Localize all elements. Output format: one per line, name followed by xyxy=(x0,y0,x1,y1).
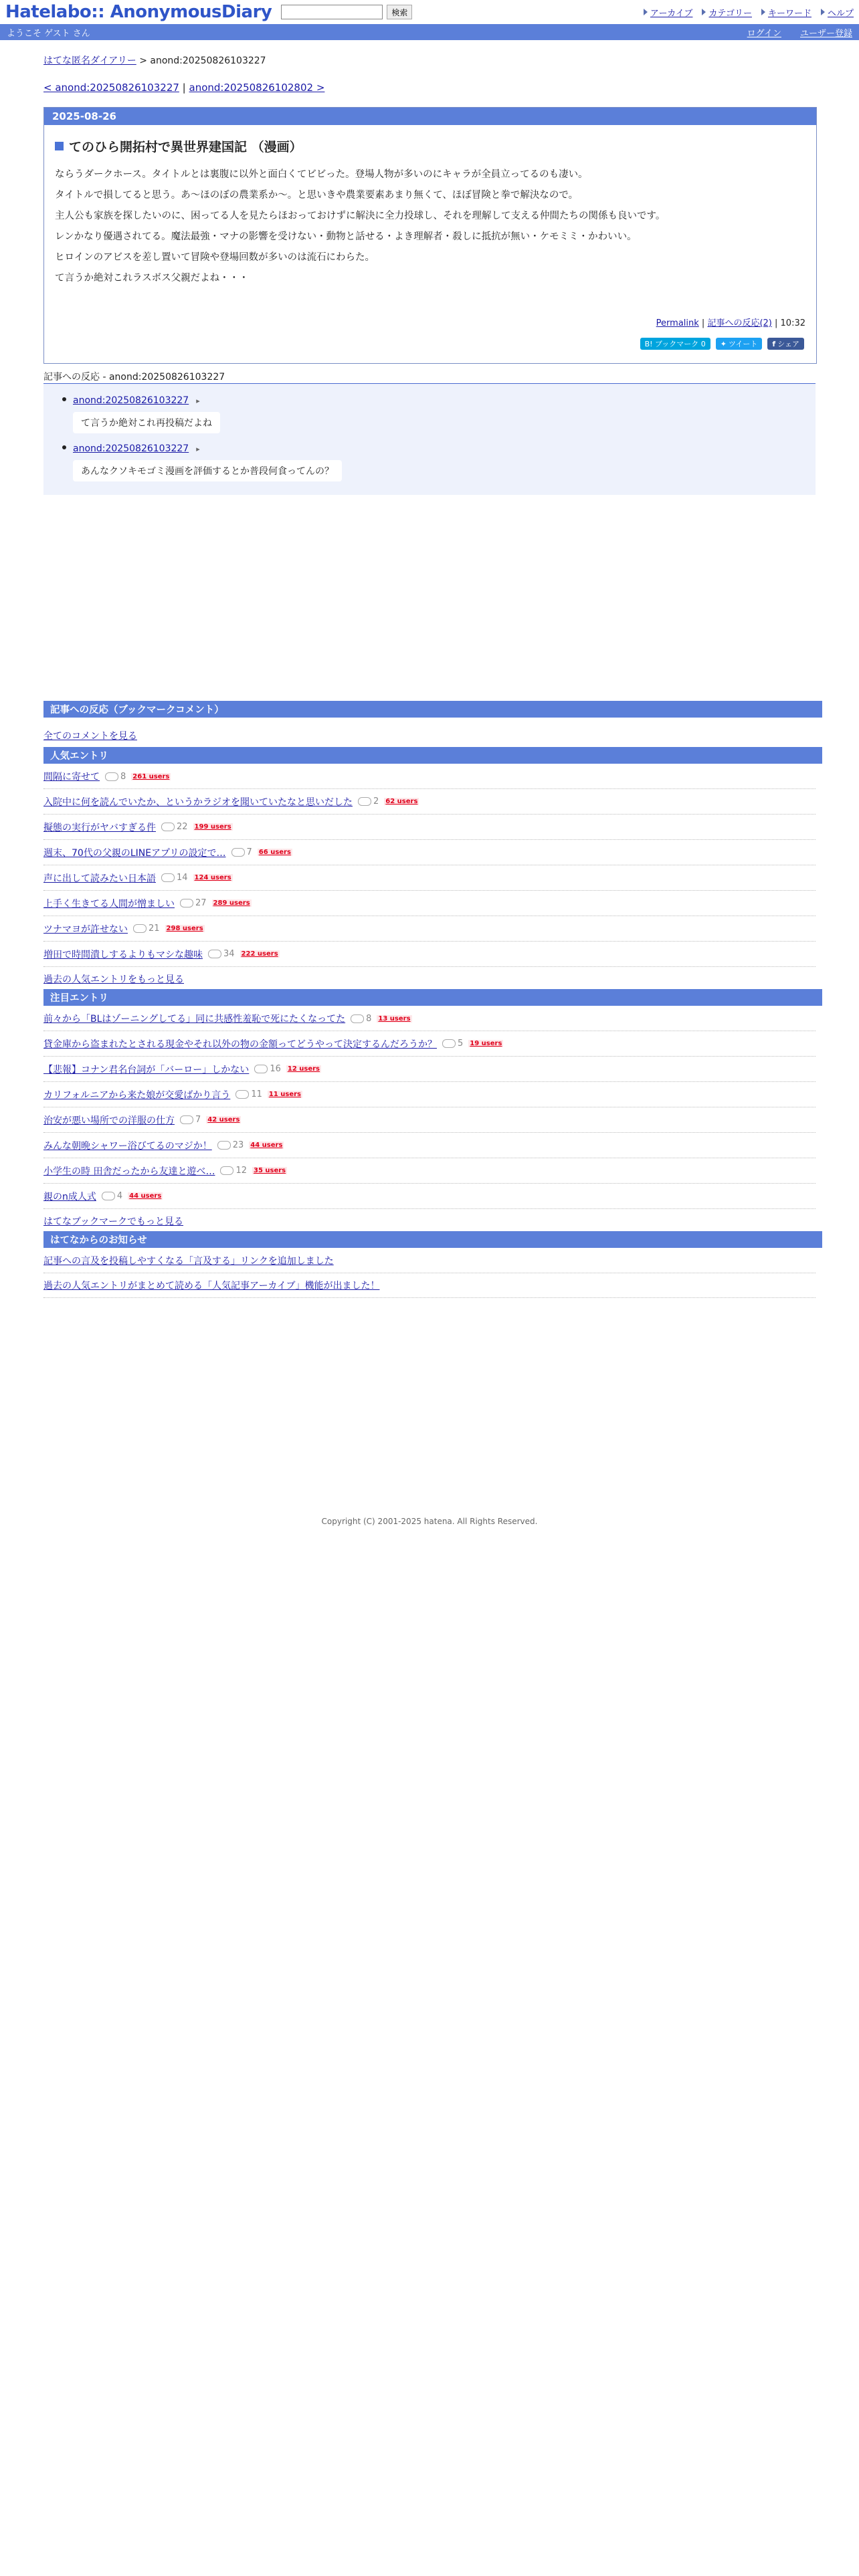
entry-link[interactable]: 上手く生きてる人間が憎ましい xyxy=(43,898,175,909)
list-item xyxy=(43,865,816,891)
site-logo[interactable]: Hatelabo:: AnonymousDiary xyxy=(5,2,272,22)
entry-link[interactable]: 貸金庫から盗まれたとされる現金やそれ以外の物の金額ってどうやって決定するんだろうか？ xyxy=(43,1039,437,1050)
register-link[interactable]: ユーザー登録 xyxy=(799,28,852,39)
users-badge[interactable]: 11 users xyxy=(268,1091,301,1098)
entry-body xyxy=(44,165,816,289)
list-item xyxy=(43,1158,816,1184)
more-popular-link[interactable]: 過去の人気エントリをもっと見る xyxy=(43,974,184,985)
comment-count-value: 11 xyxy=(251,1089,262,1099)
breadcrumb-root[interactable]: はてな匿名ダイアリー xyxy=(43,56,136,66)
arrow-icon: ▸ xyxy=(196,445,200,453)
comment-count-value: 8 xyxy=(120,771,126,782)
comment-count-value: 12 xyxy=(235,1166,247,1176)
nav-category[interactable] xyxy=(702,6,751,19)
comment-count xyxy=(180,1115,201,1125)
list-item xyxy=(43,1249,816,1273)
copyright: Copyright (C) 2001-2025 hatena. All Rights Reserved. xyxy=(321,1517,538,1526)
breadcrumb-current: anond:20250826103227 xyxy=(150,56,266,66)
bookmark-button[interactable]: B! ブックマーク 0 xyxy=(640,338,710,350)
comment-icon xyxy=(351,1014,364,1023)
reactions-label: 記事への反応 - anond:20250826103227 xyxy=(43,372,225,383)
top-nav xyxy=(644,6,854,19)
hot-list xyxy=(43,1006,816,1234)
reactions-link[interactable]: 記事への反応(2) xyxy=(707,318,772,328)
popular-list xyxy=(43,764,816,992)
reaction-text: あんなクソキモゴミ漫画を評価するとか普段何食ってんの？ xyxy=(73,460,342,481)
prev-entry-link[interactable]: < anond:20250826103227 xyxy=(43,82,179,94)
comment-icon xyxy=(254,1065,268,1073)
all-comments xyxy=(43,729,816,742)
news-header: はてなからのお知らせ xyxy=(43,1231,822,1248)
comment-count-value: 14 xyxy=(177,873,188,883)
entry-box xyxy=(43,107,817,364)
tweet-button[interactable] xyxy=(716,338,763,350)
pager-separator: | xyxy=(179,82,189,94)
comment-count xyxy=(105,772,126,782)
welcome-bar xyxy=(0,24,859,40)
entry-link[interactable]: 入院中に何を読んでいたか、というかラジオを聞いていたなと思いだした xyxy=(43,796,353,808)
entry-paragraph: ならうダークホース。タイトルとは裏腹に以外と面白くてビビった。登場人物が多いのにキャラが全員立ってるのも凄い。 xyxy=(55,169,588,180)
comment-count xyxy=(442,1039,463,1049)
nav-label: カテゴリー xyxy=(708,8,752,19)
entry-link[interactable]: カリフォルニアから来た娘が交愛ばかり言う xyxy=(43,1089,231,1101)
entry-link[interactable]: 擬態の実行がヤバすぎる件 xyxy=(43,822,156,833)
list-item xyxy=(43,967,816,992)
comment-icon xyxy=(180,1115,193,1124)
users-badge[interactable]: 35 users xyxy=(254,1167,286,1174)
users-badge[interactable]: 199 users xyxy=(194,823,231,831)
entry-link[interactable]: 増田で時間潰しするよりもマシな趣味 xyxy=(43,949,203,960)
reactions-list xyxy=(43,383,816,495)
comment-count xyxy=(102,1191,122,1201)
entry-paragraph: て言うか絶対これラスボス父親だよね・・・ xyxy=(55,273,249,284)
entry-meta: Permalink | 記事への反応(2) | 10:32 xyxy=(656,318,805,328)
entry-link[interactable]: 間隔に寄せて xyxy=(43,772,100,782)
list-item xyxy=(43,789,816,815)
comment-icon xyxy=(161,823,175,831)
users-badge[interactable]: 261 users xyxy=(132,772,170,780)
list-item xyxy=(43,1057,816,1082)
users-badge[interactable]: 62 users xyxy=(385,798,418,805)
users-badge[interactable]: 124 users xyxy=(194,874,231,881)
nav-label: キーワード xyxy=(767,8,812,19)
comment-count xyxy=(217,1140,244,1150)
comment-icon xyxy=(180,899,193,907)
nav-label: アーカイブ xyxy=(650,8,693,19)
reaction-text: て言うか絶対これ再投稿だよね xyxy=(73,412,220,433)
entry-link[interactable]: 週末、70代の父親のLINEアプリの設定で… xyxy=(43,847,226,859)
list-item xyxy=(43,891,816,916)
comment-icon xyxy=(442,1039,456,1048)
nav-label: ヘルプ xyxy=(827,8,854,19)
welcome-text: ようこそ ゲスト さん xyxy=(7,28,90,39)
triangle-icon xyxy=(702,9,706,15)
all-comments-link[interactable]: 全てのコメントを見る xyxy=(43,731,137,742)
list-item xyxy=(43,815,816,840)
comment-count xyxy=(133,924,160,934)
search-button[interactable]: 検索 xyxy=(387,5,412,19)
news-link[interactable]: 記事への言及を投稿しやすくなる「言及する」リンクを追加しました xyxy=(43,1256,334,1267)
comment-count-value: 2 xyxy=(373,796,379,807)
list-item xyxy=(43,1184,816,1209)
bullet-icon xyxy=(62,397,66,401)
comment-count xyxy=(235,1089,262,1099)
search-form xyxy=(281,5,412,19)
comment-count xyxy=(358,796,379,807)
comment-icon xyxy=(161,873,175,882)
breadcrumb xyxy=(43,53,816,67)
comment-count-value: 7 xyxy=(246,847,252,857)
entry-link[interactable]: 【悲報】コナン君名台詞が「バーロー」しかない xyxy=(43,1064,250,1075)
users-badge[interactable]: 66 users xyxy=(258,849,291,856)
users-badge[interactable]: 289 users xyxy=(213,899,250,907)
comment-icon xyxy=(102,1192,115,1200)
comment-count-value: 23 xyxy=(232,1140,244,1150)
users-badge[interactable]: 19 users xyxy=(470,1040,502,1047)
search-input[interactable] xyxy=(281,5,383,19)
entry-date: 2025-08-26 xyxy=(44,108,816,125)
comment-count-value: 34 xyxy=(223,949,235,959)
users-badge[interactable]: 298 users xyxy=(166,925,203,932)
comment-count-value: 27 xyxy=(195,898,207,908)
list-item xyxy=(43,1031,816,1057)
comment-icon xyxy=(105,772,118,781)
entry-title xyxy=(55,137,816,155)
list-item xyxy=(43,1209,816,1234)
reaction-item xyxy=(73,441,334,477)
comment-icon xyxy=(133,924,147,933)
users-badge[interactable]: 42 users xyxy=(207,1116,240,1123)
comment-count-value: 22 xyxy=(177,822,188,832)
bullet-icon xyxy=(62,445,66,449)
comment-count xyxy=(180,898,207,908)
users-badge[interactable]: 12 users xyxy=(287,1065,320,1073)
list-item xyxy=(43,1133,816,1158)
triangle-icon xyxy=(821,9,825,15)
nav-archive[interactable] xyxy=(644,6,693,19)
entry-title-text[interactable]: てのひら開拓村で異世界建国記 （漫画） xyxy=(69,140,302,154)
facebook-icon: f xyxy=(772,339,776,348)
entry-pager xyxy=(43,82,816,94)
entry-paragraph: レンかなり優遇されてる。魔法最強・マナの影響を受けない・動物と話せる・よき理解者・殺しに抵抗が無い・ケモミミ・かわいい。 xyxy=(55,231,637,242)
popular-header: 人気エントリ xyxy=(43,747,822,764)
entry-paragraph: 主人公も家族を探したいのに、困ってる人を見たらほおっておけずに解決に全力投球し、それを理解して支える仲間たちの関係も良いです。 xyxy=(55,211,666,221)
comment-count xyxy=(208,949,235,959)
entry-link[interactable]: 小学生の時 田舎だったから友達と遊べ… xyxy=(43,1166,215,1177)
entry-time: 10:32 xyxy=(780,318,805,328)
entry-link[interactable]: ツナマヨが許せない xyxy=(43,924,128,935)
list-item xyxy=(43,840,816,865)
top-bar xyxy=(0,0,859,24)
login-link[interactable]: ログイン xyxy=(747,28,781,39)
breadcrumb-separator: > xyxy=(136,56,151,66)
comment-icon xyxy=(235,1090,249,1099)
list-item xyxy=(43,1107,816,1133)
reaction-link[interactable]: anond:20250826103227 xyxy=(73,395,189,406)
list-item xyxy=(43,764,816,789)
triangle-icon xyxy=(761,9,765,15)
tweet-label: ツイート xyxy=(728,340,758,348)
list-item xyxy=(43,942,816,967)
comment-count xyxy=(351,1014,371,1024)
comment-icon xyxy=(220,1166,233,1175)
entry-paragraph: タイトルで損してると思う。あ〜ほのぼの農業系か〜。と思いきや農業要素あまり無くて、ほぼ冒険と拳で解決なので。 xyxy=(55,190,579,201)
list-item xyxy=(43,916,816,942)
comment-count xyxy=(161,873,188,883)
more-hot-link[interactable]: はてなブックマークでもっと見る xyxy=(43,1216,184,1227)
bird-icon: ✦ xyxy=(720,339,727,348)
users-badge[interactable]: 44 users xyxy=(250,1142,283,1149)
list-item xyxy=(43,1006,816,1031)
comment-icon xyxy=(358,797,371,806)
reaction-link[interactable]: anond:20250826103227 xyxy=(73,443,189,454)
users-badge[interactable]: 222 users xyxy=(241,950,278,958)
entry-link[interactable]: 親のn成人式 xyxy=(43,1191,96,1202)
comment-count xyxy=(220,1166,247,1176)
fb-label: シェア xyxy=(777,340,799,348)
hot-header: 注目エントリ xyxy=(43,989,822,1006)
permalink[interactable]: Permalink xyxy=(656,318,699,328)
list-item xyxy=(43,1082,816,1107)
comment-count xyxy=(161,822,188,832)
facebook-share-button[interactable] xyxy=(767,338,804,350)
square-bullet-icon xyxy=(55,142,64,150)
reaction-item xyxy=(73,393,212,429)
next-entry-link[interactable]: anond:20250826102802 > xyxy=(189,82,325,94)
nav-help[interactable] xyxy=(821,6,854,19)
comment-count-value: 21 xyxy=(149,924,160,934)
news-link[interactable]: 過去の人気エントリがまとめて読める「人気記事アーカイブ」機能が出ました！ xyxy=(43,1281,380,1291)
share-buttons xyxy=(44,338,816,350)
comment-count-value: 4 xyxy=(116,1191,123,1201)
comment-icon xyxy=(208,950,221,958)
comment-icon xyxy=(231,848,245,857)
comment-count xyxy=(231,847,252,857)
list-item xyxy=(43,1273,816,1298)
comment-count-value: 8 xyxy=(366,1013,372,1024)
comment-count-value: 16 xyxy=(270,1064,281,1074)
entry-paragraph: ヒロインのアビスを差し置いて冒険や登場回数が多いのは流石にわらた。 xyxy=(55,252,375,263)
triangle-icon xyxy=(644,9,648,15)
arrow-icon: ▸ xyxy=(196,397,200,405)
bookmark-comments-header: 記事への反応（ブックマークコメント） xyxy=(43,701,822,718)
comment-count-value: 7 xyxy=(195,1115,201,1125)
nav-keyword[interactable] xyxy=(761,6,812,19)
users-badge[interactable]: 13 users xyxy=(378,1014,411,1023)
comment-count xyxy=(254,1064,281,1074)
entry-link[interactable]: みんな朝晩シャワー浴びてるのマジか！ xyxy=(43,1140,212,1152)
comment-icon xyxy=(217,1141,231,1150)
comment-count-value: 5 xyxy=(458,1039,464,1049)
users-badge[interactable]: 44 users xyxy=(129,1192,162,1200)
entry-link[interactable]: 治安が悪い場所での洋服の仕方 xyxy=(43,1115,175,1126)
entry-link[interactable]: 声に出して読みたい日本語 xyxy=(43,873,156,884)
entry-link[interactable]: 前々から「BLはゾーニングしてる」同に共感性羞恥で死にたくなってた xyxy=(43,1014,346,1025)
news-list xyxy=(43,1249,816,1298)
